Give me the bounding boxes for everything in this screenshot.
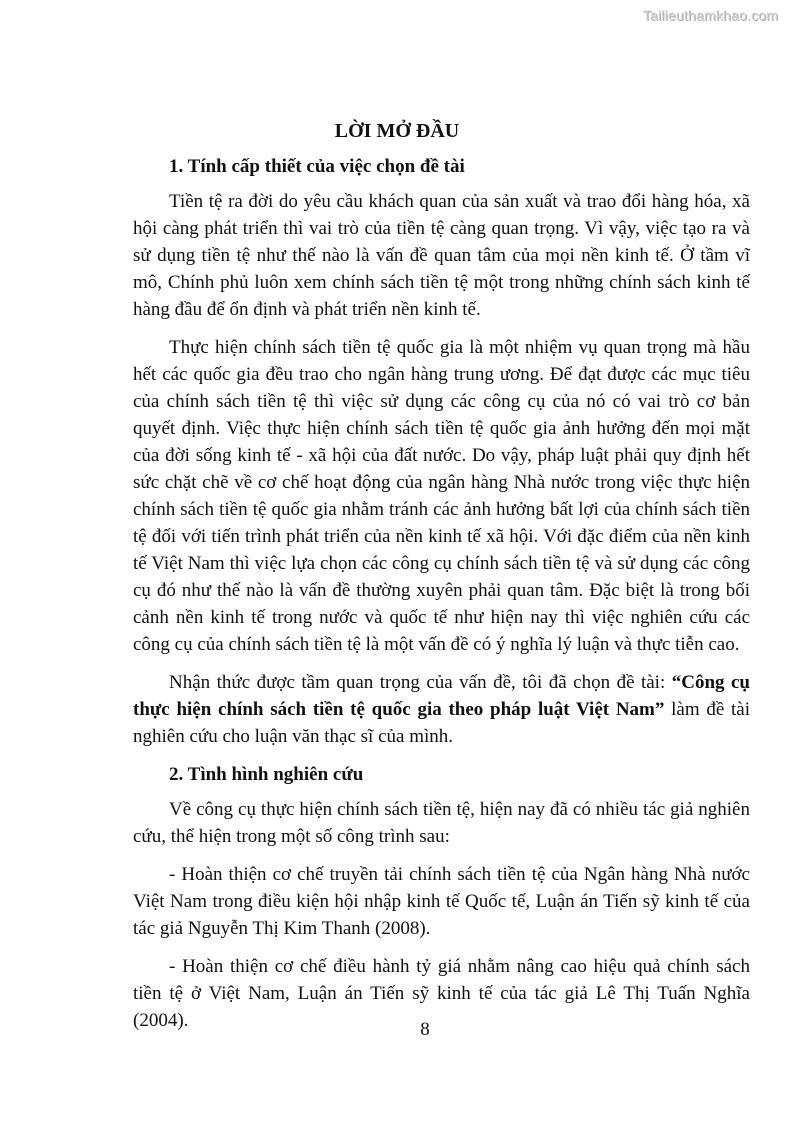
section-1-heading: 1. Tính cấp thiết của việc chọn đề tài (169, 156, 465, 177)
page-title: LỜI MỞ ĐẦU (334, 120, 460, 142)
thesis-statement-lead: Nhận thức được tầm quan trọng của vấn đề, tôi đã chọn đề tài: (169, 672, 672, 693)
section-1-paragraph-2: Thực hiện chính sách tiền tệ quốc gia là một nhiệm vụ quan trọng mà hầu hết các quốc gia đều trao cho ngân hàng trung ương. Để đạt được các mục tiêu của chính sách tiền tệ thì việc sử dụng các công cụ của nó có vai trò cơ bản quyết định. Việc thực hiện chính sách tiền tệ quốc gia ảnh hưởng đến mọi mặt của đời sống kinh tế - xã hội của đất nước. Do vậy, pháp luật phải quy định hết sức chặt chẽ về cơ chế hoạt động của ngân hàng Nhà nước trong việc thực hiện chính sách tiền tệ quốc gia nhằm tránh các ảnh hưởng bất lợi của chính sách tiền tệ đối với tiến trình phát triển của nền kinh tế xã hội. Với đặc điểm của nền kinh tế Việt Nam thì việc lựa chọn các công cụ chính sách tiền tệ và sử dụng các công cụ đó như thế nào là vấn đề thường xuyên phải quan tâm. Đặc biệt là trong bối cảnh nền kinh tế trong nước và quốc tế như hiện nay thì việc nghiên cứu các công cụ của chính sách tiền tệ là một vấn đề có ý nghĩa lý luận và thực tiễn cao. (133, 337, 750, 655)
section-1-paragraph-3 (133, 669, 750, 750)
section-2-heading: 2. Tình hình nghiên cứu (169, 764, 364, 785)
thesis-topic-bold: “Công cụ thực hiện chính sách tiền tệ quốc gia theo pháp luật Việt Nam” (133, 672, 750, 720)
document-content (133, 118, 750, 1045)
section-2-reference-1: - Hoàn thiện cơ chế truyền tải chính sách tiền tệ của Ngân hàng Nhà nước Việt Nam trong điều kiện hội nhập kinh tế Quốc tế, Luận án Tiến sỹ kinh tế của tác giả Nguyễn Thị Kim Thanh (2008). (133, 864, 750, 939)
site-watermark: Tailieuthamkhao.com (642, 7, 778, 23)
section-1-paragraph-1: Tiền tệ ra đời do yêu cầu khách quan của sản xuất và trao đổi hàng hóa, xã hội càng phát triển thì vai trò của tiền tệ càng quan trọng. Vì vậy, việc tạo ra và sử dụng tiền tệ như thế nào là vấn đề quan tâm của mọi nền kinh tế. Ở tầm vĩ mô, Chính phủ luôn xem chính sách tiền tệ một trong những chính sách kinh tế hàng đầu để ổn định và phát triển nền kinh tế. (133, 191, 750, 320)
section-2-paragraph-1: Về công cụ thực hiện chính sách tiền tệ, hiện nay đã có nhiều tác giả nghiên cứu, thể hiện trong một số công trình sau: (133, 799, 750, 847)
section-2-reference-2: - Hoàn thiện cơ chế điều hành tỷ giá nhằm nâng cao hiệu quả chính sách tiền tệ ở Việt Nam, Luận án Tiến sỹ kinh tế của tác giả Lê Thị Tuấn Nghĩa (2004). (133, 956, 750, 1031)
page-number: 8 (420, 1019, 430, 1040)
thesis-statement-tail: làm đề tài nghiên cứu cho luận văn thạc sĩ của mình. (133, 699, 750, 747)
